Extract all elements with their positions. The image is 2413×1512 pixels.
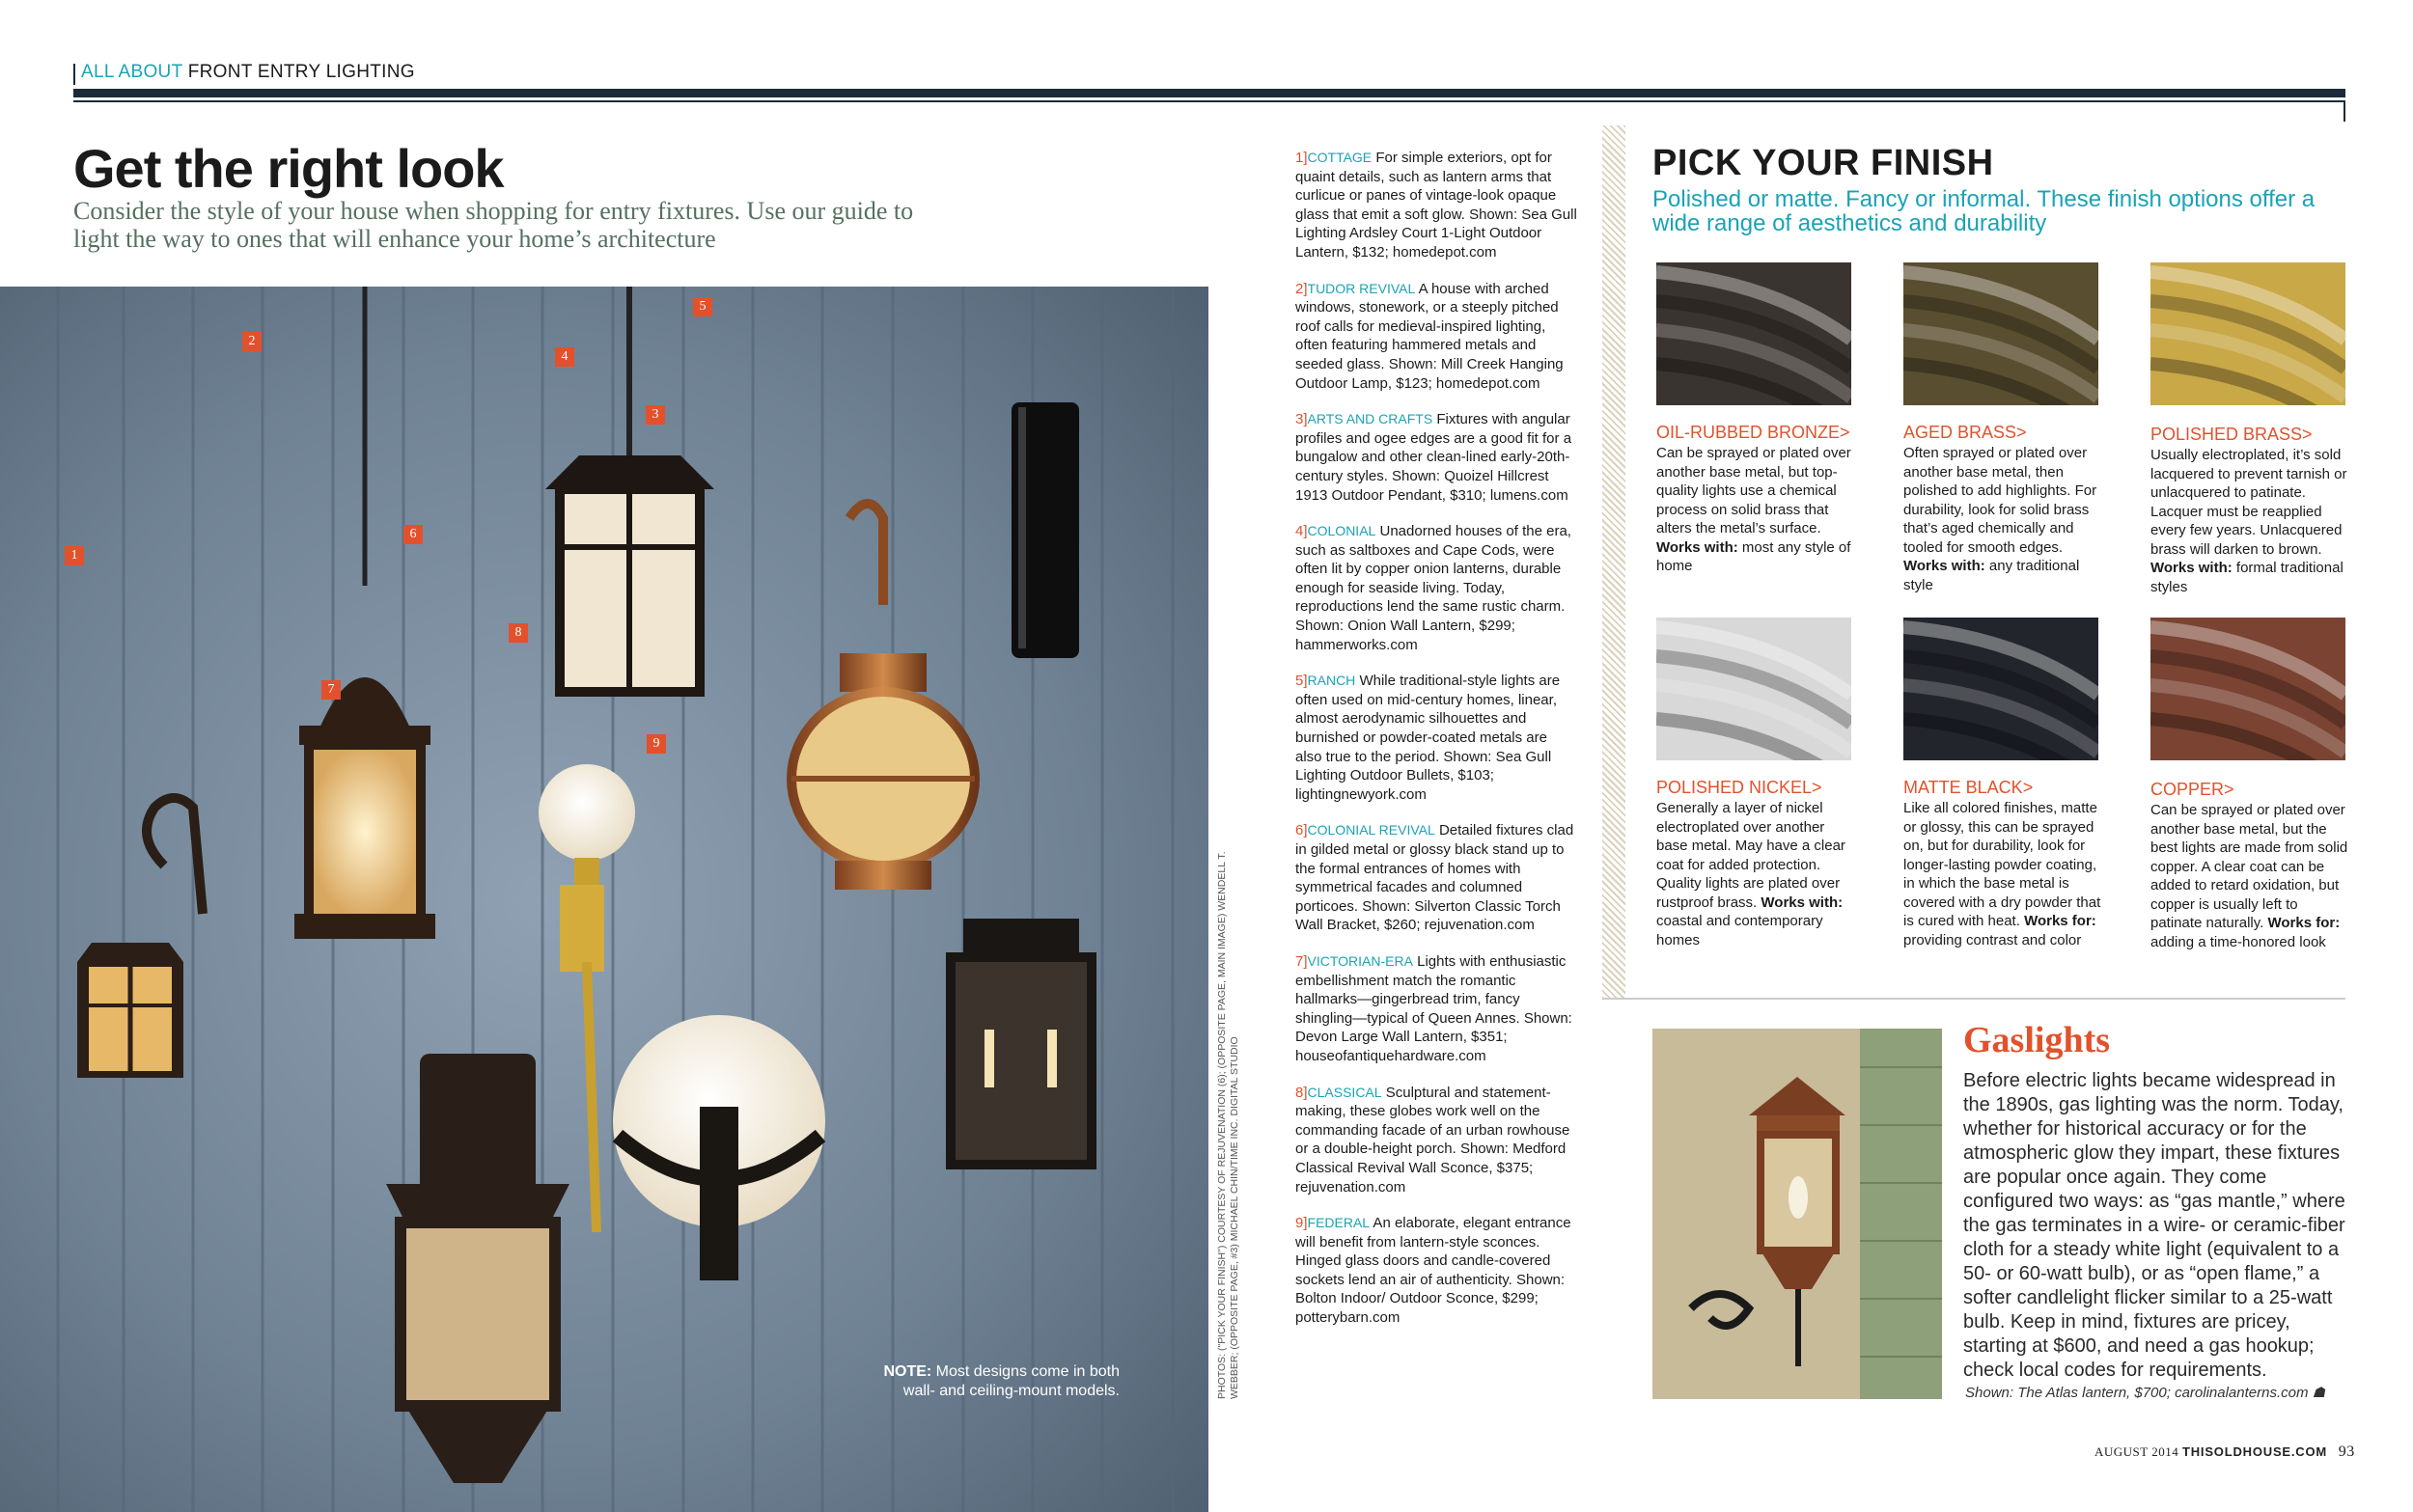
swatch-copper [2150, 618, 2345, 760]
photo-credit: PHOTOS: ("PICK YOUR FINISH") COURTESY OF REJUVENATION (6); (OPPOSITE PAGE, MAIN IMAGE) WENDELL T. WEBBER; (OPPOSITE PAGE, #3) MICHAEL CHIN/TIME INC. DIGITAL STUDIO [1216, 851, 1240, 1399]
style-index: 9] [1295, 1215, 1308, 1232]
fixture-number-2: 2 [242, 332, 262, 351]
column-divider-stripe [1602, 125, 1625, 999]
issue-date: AUGUST 2014 [2094, 1444, 2179, 1459]
works-text: formal traditional styles [2150, 560, 2344, 595]
finish-text: Often sprayed or plated over another base metal, then polished to add highlights. For durability, look for solid brass that’s aged chemically and tooled for smooth edges. [1903, 445, 2097, 556]
finish-text: Can be sprayed or plated over another base metal, but top-quality lights use a chemical process on solid brass that alters the metal’s surface. [1656, 445, 1851, 536]
fixture-number-7: 7 [321, 680, 341, 700]
style-name: COTTAGE [1307, 150, 1373, 165]
style-name: COLONIAL REVIVAL [1307, 822, 1435, 838]
finish-name-oil-rubbed-bronze: OIL-RUBBED BRONZE> [1656, 423, 1850, 442]
gaslight-illustration [1652, 1029, 1942, 1399]
finish-desc-copper [2150, 801, 2348, 951]
fixture-number-1: 1 [65, 546, 84, 565]
works-label: Works with: [1761, 893, 1844, 911]
lantern-illustration [0, 287, 1208, 1512]
swatch-polished-nickel [1656, 618, 1851, 760]
style-name: FEDERAL [1307, 1215, 1371, 1231]
style-text: A house with arched windows, stonework, or a steeply pitched roof calls for medieval-inspired lighting, often featuring hammered metals and seeded glass. Shown: Mill Creek Hanging Outdoor Lamp, $123; homedepot.com [1295, 280, 1564, 392]
works-label: Works for: [2267, 915, 2341, 931]
header-tick [73, 64, 75, 85]
style-item-ranch [1295, 672, 1577, 804]
style-index: 7] [1295, 952, 1308, 970]
header-rule [73, 89, 2345, 97]
works-text: any traditional style [1903, 558, 2080, 593]
style-text: An elaborate, elegant entrance will benefit from lantern-style sconces. Hinged glass doors and candle-covered sockets lend an air of authenticity. Shown: Bolton Indoor/ Outdoor Sconce, $299; potterybarn.com [1295, 1215, 1571, 1327]
style-index: 8] [1295, 1084, 1308, 1101]
style-text: Sculptural and statement-making, these globes work well on the commanding facade of an urban rowhouse or a double-height porch. Shown: Medford Classical Revival Wall Sconce, $375; rejuvenation.com [1295, 1084, 1570, 1196]
style-item-federal [1295, 1214, 1577, 1328]
section-divider [1602, 998, 2345, 1000]
fixture-number-5: 5 [693, 297, 712, 316]
style-name: CLASSICAL [1307, 1084, 1382, 1100]
header-right-tick [2344, 100, 2345, 122]
style-index: 1] [1295, 150, 1308, 166]
works-label: Works for: [2024, 913, 2096, 929]
fixture-number-9: 9 [647, 734, 666, 754]
photo-note [849, 1362, 1120, 1401]
works-label: Works with: [2150, 560, 2233, 576]
house-icon: ☗ [2312, 1385, 2326, 1401]
finish-name-matte-black: MATTE BLACK> [1903, 778, 2034, 797]
style-index: 5] [1295, 673, 1308, 690]
style-item-colonial-revival [1295, 821, 1577, 935]
page-subtitle: Consider the style of your house when shopping for entry fixtures. Use our guide to light the way to ones that will enhance your home’s architecture [73, 197, 914, 253]
page-footer [2094, 1443, 2355, 1461]
finish-desc-polished-nickel [1656, 799, 1854, 949]
finish-desc-polished-brass [2150, 446, 2348, 596]
style-text: Fixtures with angular profiles and ogee edges are a good fit for a bungalow and other clean-lined early-20th-century styles. Shown: Quoizel Hillcrest 1913 Outdoor Pendant, $310; lumens.com [1295, 411, 1572, 504]
finish-subtitle: Polished or matte. Fancy or informal. These finish options offer a wide range of aesthetics and durability [1652, 186, 2316, 236]
section-topic: FRONT ENTRY LIGHTING [187, 62, 415, 82]
style-item-cottage [1295, 149, 1577, 262]
works-text: providing contrast and color [1903, 931, 2082, 948]
gaslights-caption [1965, 1384, 2351, 1401]
finish-text: Usually electroplated, it’s sold lacquered to prevent tarnish or unlacquered to patinate. Lacquer must be reapplied every few years. Unlacquered brass will darken to brown. [2150, 447, 2347, 558]
finish-desc-matte-black [1903, 799, 2101, 949]
style-list [1295, 149, 1577, 1345]
style-index: 2] [1295, 280, 1308, 297]
gaslights-title: Gaslights [1963, 1020, 2111, 1060]
swatch-polished-brass [2150, 262, 2345, 405]
page-number: 93 [2338, 1443, 2355, 1460]
section-label: ALL ABOUT [81, 62, 183, 82]
finish-text: Like all colored finishes, matte or glossy, this can be sprayed on, but for durability, look for longer-lasting powder coating, in which the base metal is covered with a dry powder that is cured with heat. [1903, 800, 2101, 929]
gaslight-photo [1652, 1029, 1942, 1399]
finish-name-aged-brass: AGED BRASS> [1903, 423, 2027, 442]
works-text: adding a time-honored look [2150, 933, 2326, 950]
fixture-number-8: 8 [509, 623, 528, 643]
finish-text: Generally a layer of nickel electroplated over another base metal. May have a clear coat for added protection. Quality lights are plated over rustproof brass. [1656, 800, 1845, 911]
style-index: 4] [1295, 523, 1308, 540]
style-text: While traditional-style lights are often used on mid-century homes, linear, almost aerodynamic silhouettes and burnished or powder-coated metals are also true to the period. Shown: Sea Gull Lighting Outdoor Bullets, $103; lightingnewyork.com [1295, 673, 1561, 803]
works-label: Works with: [1903, 558, 1985, 574]
fixture-number-6: 6 [403, 525, 423, 544]
style-index: 6] [1295, 822, 1308, 839]
style-name: VICTORIAN-ERA [1307, 952, 1413, 969]
style-name: ARTS AND CRAFTS [1307, 411, 1433, 427]
style-item-tudor-revival [1295, 280, 1577, 394]
finish-name-copper: COPPER> [2150, 780, 2234, 799]
site-url: THISOLDHOUSE.COM [2182, 1444, 2328, 1459]
style-text: Unadorned houses of the era, such as saltboxes and Cape Cods, were often lit by copper onion lanterns, durable enough for seaside living. Today, reproductions lend the same rustic charm. Shown: Onion Wall Lantern, $299; hammerworks.com [1295, 523, 1571, 653]
finish-name-polished-nickel: POLISHED NICKEL> [1656, 778, 1822, 797]
fixture-number-4: 4 [555, 347, 574, 367]
finish-text: Can be sprayed or plated over another base metal, but the best lights are made from solid copper. A clear coat can be added to retard oxidation, but copper is usually left to patinate naturally. [2150, 802, 2348, 931]
swatch-aged-brass [1903, 262, 2098, 405]
note-text: Most designs come in both wall- and ceiling-mount models. [902, 1363, 1120, 1399]
style-name: TUDOR REVIVAL [1307, 280, 1416, 296]
note-label: NOTE: [883, 1363, 932, 1380]
page-title: Get the right look [73, 138, 504, 199]
style-item-victorian-era [1295, 952, 1577, 1066]
finish-desc-aged-brass [1903, 444, 2101, 594]
finish-desc-oil-rubbed-bronze [1656, 444, 1854, 576]
header-thin-rule [73, 100, 2345, 102]
section-header [81, 62, 415, 83]
gaslights-body: Before electric lights became widespread in the 1890s, gas lighting was the norm. Today, whether for historical accuracy or for the atmospheric glow they impart, these fixtures are popular once again. They come configured two ways: as “gas mantle,” where the gas terminates in a wire- or ceramic-fiber cloth for a steady white light (equivalent to a 50- or 60-watt bulb), or as “open flame,” a softer candlelight flicker similar to a 25-watt bulb. Keep in mind, fixtures are pricey, starting at $600, and need a gas hookup; check local codes for requirements. [1963, 1070, 2345, 1381]
style-name: COLONIAL [1307, 523, 1376, 539]
lantern-photo [0, 287, 1208, 1512]
style-text: Detailed fixtures clad in gilded metal or glossy black stand up to the formal entrances of homes with symmetrical facades and columned porticoes. Shown: Silverton Classic Torch Wall Bracket, $260; rejuvenation.com [1295, 822, 1574, 934]
finish-title: PICK YOUR FINISH [1652, 143, 1994, 183]
style-text: Lights with enthusiastic embellishment match the romantic hallmarks—gingerbread trim, fancy shingling—typical of Queen Annes. Shown: Devon Large Wall Lantern, $351; houseofantiquehardware.com [1295, 952, 1572, 1064]
swatch-matte-black [1903, 618, 2098, 760]
style-item-colonial [1295, 522, 1577, 654]
caption-text: Shown: The Atlas lantern, $700; carolinalanterns.com [1965, 1385, 2309, 1401]
fixture-number-3: 3 [646, 405, 665, 425]
swatch-oil-rubbed-bronze [1656, 262, 1851, 405]
works-text: coastal and contemporary homes [1656, 913, 1823, 948]
style-text: For simple exteriors, opt for quaint details, such as lantern arms that curlicue or panes of vintage-look opaque glass that emit a soft glow. Shown: Sea Gull Lighting Ardsley Court 1-Light Outdoor Lantern, $132; homedepot.com [1295, 150, 1577, 261]
works-label: Works with: [1656, 538, 1738, 556]
finish-name-polished-brass: POLISHED BRASS> [2150, 425, 2313, 444]
style-name: RANCH [1307, 673, 1356, 689]
style-item-classical [1295, 1084, 1577, 1197]
works-text: most any style of home [1656, 538, 1851, 574]
style-item-arts-and-crafts [1295, 410, 1577, 505]
style-index: 3] [1295, 411, 1308, 428]
